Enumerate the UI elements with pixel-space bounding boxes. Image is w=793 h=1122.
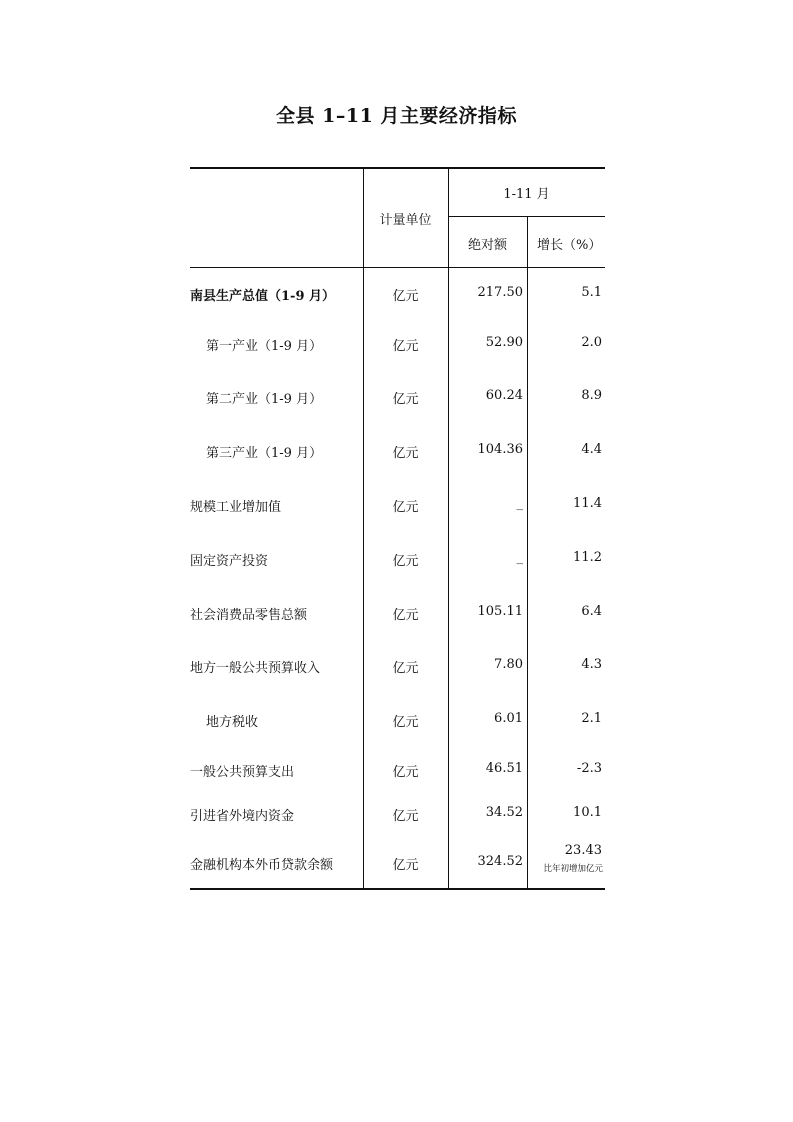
row-absolute: 6.01 [494,711,523,726]
row-name: 金融机构本外币贷款余额 [190,858,334,873]
row-unit: 亿元 [392,858,419,873]
indicator-table [190,167,605,890]
row-unit: 亿元 [392,289,419,304]
row-name: 固定资产投资 [190,554,269,569]
row-unit: 亿元 [392,339,419,354]
row-name: 引进省外境内资金 [190,809,295,824]
row-growth: 11.2 [573,550,602,565]
row-absolute: 104.36 [477,442,523,457]
row-unit: 亿元 [392,500,419,515]
row-name: 社会消费品零售总额 [190,608,308,623]
row-absolute: 324.52 [477,854,523,869]
row-unit: 亿元 [392,809,419,824]
header-period: 1-11 月 [503,187,550,202]
row-name: 第三产业（1-9 月） [206,446,323,461]
row-name: 地方税收 [206,715,259,730]
row-name: 地方一般公共预算收入 [190,661,321,676]
row-name: 南县生产总值（1-9 月） [190,289,336,304]
row-absolute: 217.50 [477,285,523,300]
row-growth-note: 比年初增加亿元 [543,864,603,874]
table-top-rule [190,167,605,169]
row-growth: 8.9 [581,388,602,403]
row-absolute: _ [516,550,523,565]
row-unit: 亿元 [392,765,419,780]
row-unit: 亿元 [392,554,419,569]
header-growth: 增长（%） [537,238,602,253]
row-growth: -2.3 [576,761,602,776]
row-name: 第二产业（1-9 月） [206,392,323,407]
row-growth: 2.1 [581,711,602,726]
row-growth: 2.0 [581,335,602,350]
page-title: 全县 1–11 月主要经济指标 [276,105,517,127]
row-growth: 5.1 [581,285,602,300]
row-absolute: 105.11 [477,604,523,619]
row-name: 第一产业（1-9 月） [206,339,323,354]
row-absolute: _ [516,496,523,511]
header-bottom-rule [190,267,605,268]
row-growth: 23.43 [564,843,602,858]
row-growth: 4.3 [581,657,602,672]
header-unit: 计量单位 [379,213,432,228]
row-unit: 亿元 [392,446,419,461]
header-absolute: 绝对额 [467,238,507,253]
row-absolute: 52.90 [485,335,523,350]
row-growth: 11.4 [573,496,602,511]
row-growth: 4.4 [581,442,602,457]
table-bottom-rule [190,888,605,890]
row-absolute: 46.51 [485,761,523,776]
row-name: 一般公共预算支出 [190,765,295,780]
row-unit: 亿元 [392,661,419,676]
row-unit: 亿元 [392,608,419,623]
row-absolute: 60.24 [485,388,523,403]
row-name: 规模工业增加值 [190,500,282,515]
column-divider [448,167,449,888]
row-growth: 10.1 [573,805,602,820]
row-unit: 亿元 [392,715,419,730]
row-absolute: 34.52 [485,805,523,820]
row-growth: 6.4 [581,604,602,619]
row-unit: 亿元 [392,392,419,407]
row-absolute: 7.80 [494,657,523,672]
